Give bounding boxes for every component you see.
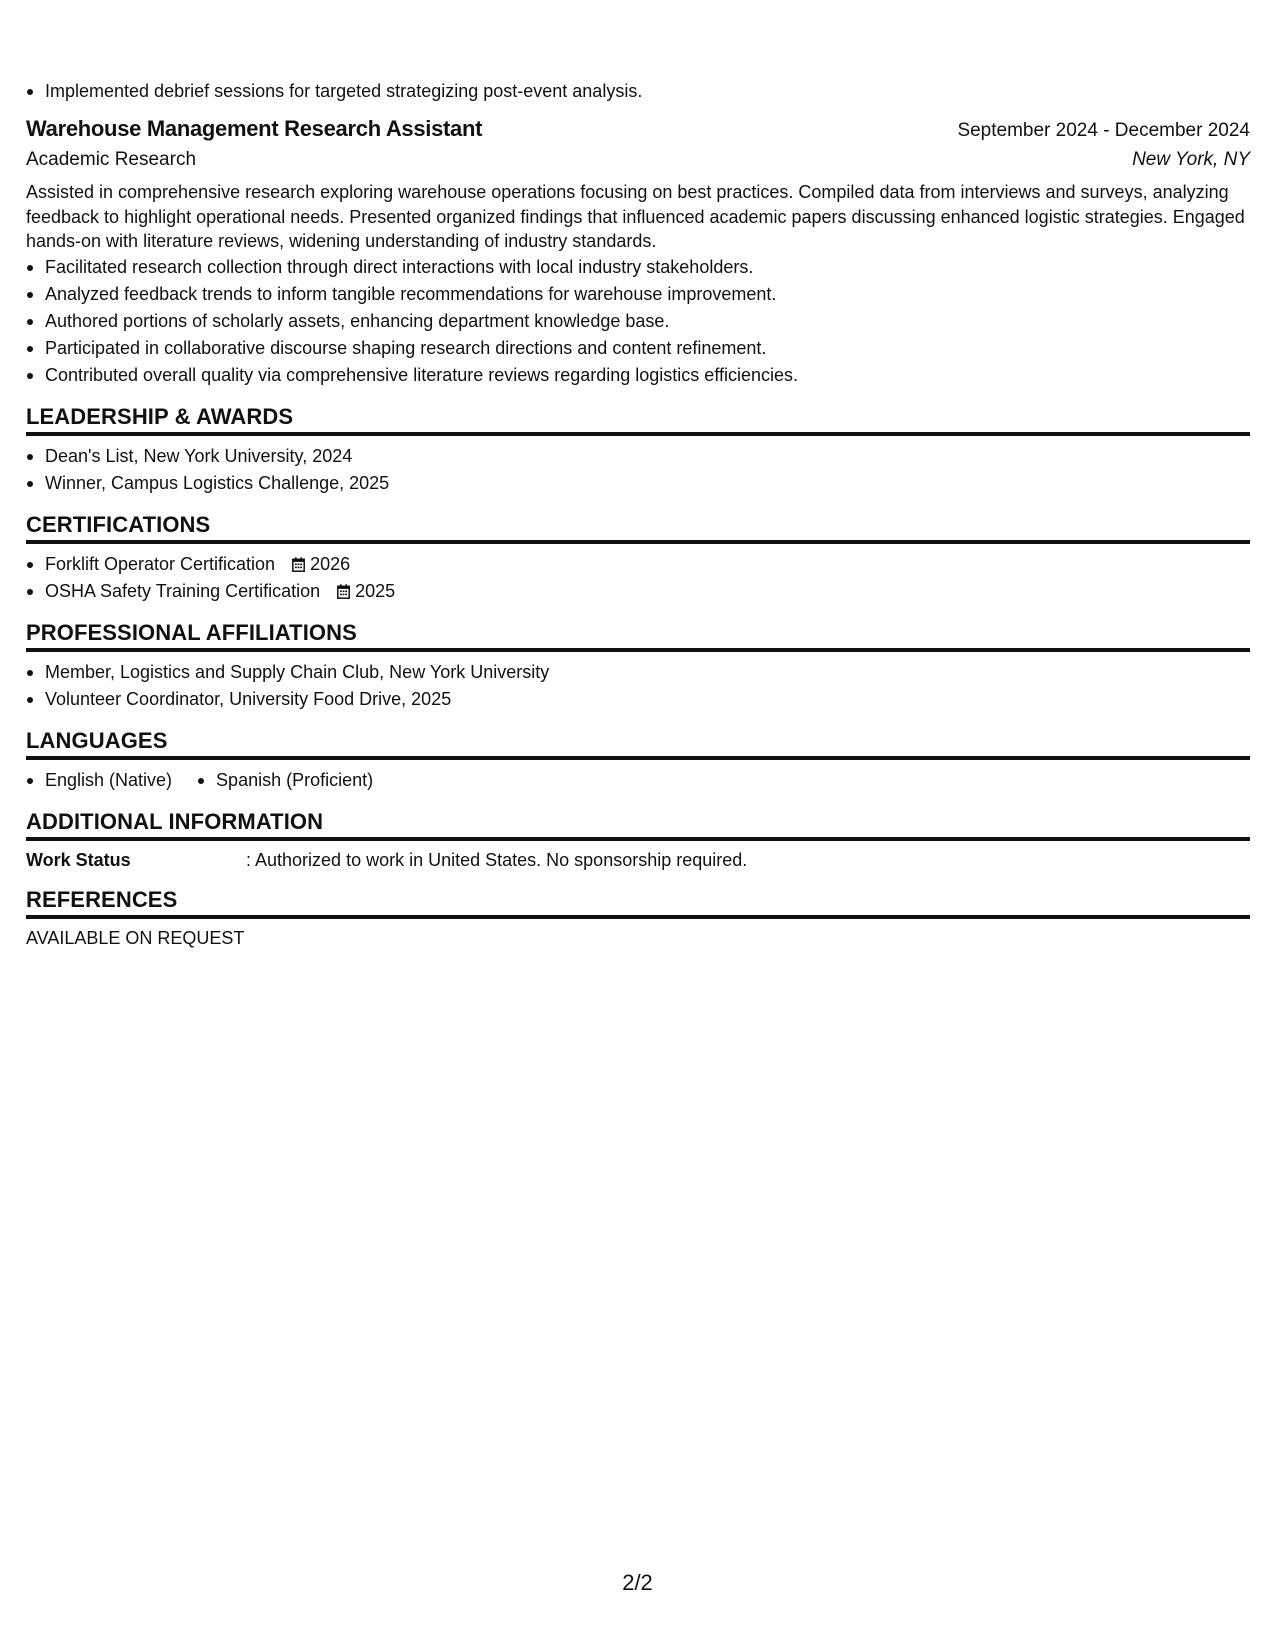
work-status-row bbox=[26, 848, 1250, 872]
section-title: PROFESSIONAL AFFILIATIONS bbox=[26, 620, 1250, 652]
list-item: Implemented debrief sessions for targeted strategizing post-event analysis. bbox=[26, 78, 1250, 105]
list-item: Dean's List, New York University, 2024 bbox=[26, 443, 1250, 470]
job-description: Assisted in comprehensive research exploring warehouse operations focusing on best practices. Compiled data from interviews and surveys, analyzing feedback to highlight operational needs. Presented organized findings that influenced academic papers discussing enhanced logistic strategies. Engaged hands-on with literature reviews, widening understanding of industry standards. bbox=[26, 182, 1245, 251]
affiliations-list bbox=[26, 659, 1250, 713]
page-number: 2/2 bbox=[622, 1570, 653, 1595]
certification-name: Forklift Operator Certification bbox=[45, 553, 276, 574]
section-title: REFERENCES bbox=[26, 887, 1250, 919]
job-header bbox=[26, 116, 1250, 142]
section-references bbox=[26, 887, 1250, 950]
job-bullets bbox=[26, 254, 1250, 389]
section-title: LANGUAGES bbox=[26, 728, 1250, 760]
resume-page bbox=[26, 78, 1250, 950]
previous-job-bullets bbox=[26, 78, 1250, 105]
list-item: Analyzed feedback trends to inform tangible recommendations for warehouse improvement. bbox=[26, 281, 1250, 308]
list-item: Volunteer Coordinator, University Food Drive, 2025 bbox=[26, 686, 1250, 713]
certification-year: 2025 bbox=[355, 580, 396, 601]
job-location: New York, NY bbox=[1132, 149, 1250, 170]
job-organization: Academic Research bbox=[26, 149, 197, 170]
job-subheader bbox=[26, 149, 1250, 171]
leadership-list bbox=[26, 443, 1250, 497]
language-item: English (Native) bbox=[26, 767, 172, 794]
section-leadership bbox=[26, 404, 1250, 497]
section-title: CERTIFICATIONS bbox=[26, 512, 1250, 544]
section-certifications bbox=[26, 512, 1250, 605]
section-title: ADDITIONAL INFORMATION bbox=[26, 809, 1250, 841]
work-status-value: : Authorized to work in United States. No sponsorship required. bbox=[246, 849, 748, 870]
work-status-label: Work Status bbox=[26, 849, 131, 870]
certification-year: 2026 bbox=[310, 553, 351, 574]
section-additional-information bbox=[26, 809, 1250, 872]
list-item: Contributed overall quality via comprehensive literature reviews regarding logistics efficiencies. bbox=[26, 362, 1250, 389]
job-title: Warehouse Management Research Assistant bbox=[26, 116, 483, 141]
certification-item bbox=[26, 551, 1250, 578]
section-affiliations bbox=[26, 620, 1250, 713]
certification-name: OSHA Safety Training Certification bbox=[45, 580, 321, 601]
calendar-icon bbox=[292, 557, 305, 572]
list-item: Facilitated research collection through direct interactions with local industry stakeholders. bbox=[26, 254, 1250, 281]
section-title: LEADERSHIP & AWARDS bbox=[26, 404, 1250, 436]
language-item: Spanish (Proficient) bbox=[197, 767, 373, 794]
list-item: Winner, Campus Logistics Challenge, 2025 bbox=[26, 470, 1250, 497]
calendar-icon bbox=[337, 584, 350, 599]
languages-list bbox=[26, 767, 1250, 794]
list-item: Authored portions of scholarly assets, enhancing department knowledge base. bbox=[26, 308, 1250, 335]
section-languages bbox=[26, 728, 1250, 794]
certification-item bbox=[26, 578, 1250, 605]
references-text: AVAILABLE ON REQUEST bbox=[26, 927, 245, 948]
job-dates: September 2024 - December 2024 bbox=[957, 120, 1250, 141]
certifications-list bbox=[26, 551, 1250, 605]
list-item: Member, Logistics and Supply Chain Club, New York University bbox=[26, 659, 1250, 686]
list-item: Participated in collaborative discourse shaping research directions and content refinement. bbox=[26, 335, 1250, 362]
